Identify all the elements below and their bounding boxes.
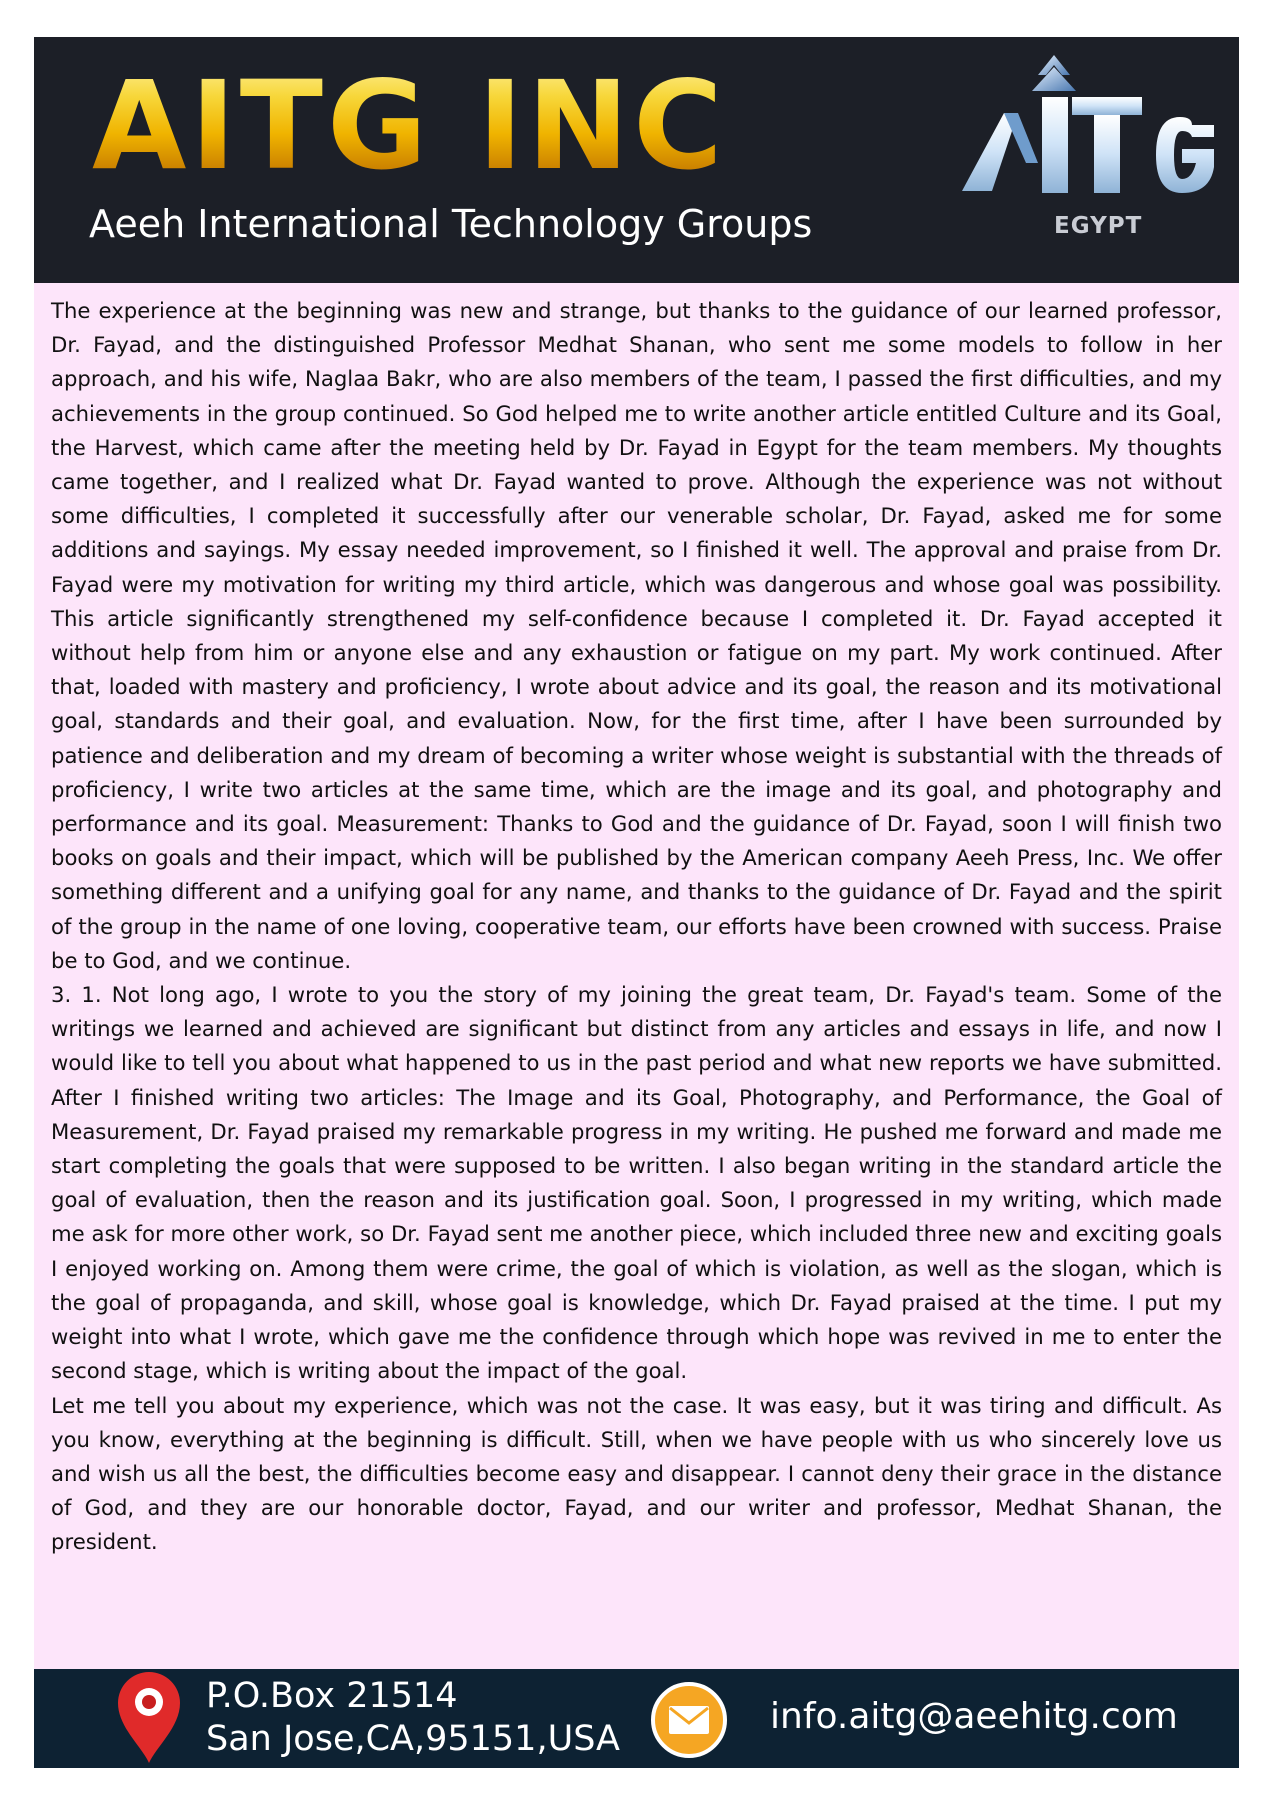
- footer-bar: [34, 1669, 1239, 1768]
- envelope-icon: [649, 1680, 729, 1760]
- paragraph-2: 3. 1. Not long ago, I wrote to you the story of my joining the great team, Dr. Fayad's team. Some of the writings we learned and achieved are significant but distinct from any articles and essays in life, and now I would like to tell you about what happened to us in the past period and what new reports we have submitted. After I finished writing two articles: The Image and its Goal, Photography, and Performance, the Goal of Measurement, Dr. Fayad praised my remarkable progress in my writing. He pushed me forward and made me start completing the goals that were supposed to be written. I also began writing in the standard article the goal of evaluation, then the reason and its justification goal. Soon, I progressed in my writing, which made me ask for more other work, so Dr. Fayad sent me another piece, which included three new and exciting goals I enjoyed working on. Among them were crime, the goal of which is violation, as well as the slogan, which is the goal of propaganda, and skill, whose goal is knowledge, which Dr. Fayad praised at the time. I put my weight into what I wrote, which gave me the confidence through which hope was revived in me to enter the second stage, which is writing about the impact of the goal.: [51, 982, 1222, 1384]
- logo-country-label: EGYPT: [1054, 213, 1143, 239]
- brand-tagline: Aeeh International Technology Groups: [89, 202, 813, 246]
- paragraph-3: Let me tell you about my experience, which was not the case. It was easy, but it was tiring and difficult. As you know, everything at the beginning is difficult. Still, when we have people with us who sincerely love us and wish us all the best, the difficulties become easy and disappear. I cannot deny their grace in the distance of God, and they are our honorable doctor, Fayad, and our writer and professor, Medhat Shanan, the president.: [51, 1392, 1222, 1555]
- article-body: [34, 283, 1239, 1669]
- contact-email[interactable]: info.aitg@aeehitg.com: [770, 1696, 1178, 1737]
- header-banner: [34, 37, 1239, 283]
- page: [34, 37, 1239, 1768]
- paragraph-1: The experience at the beginning was new and strange, but thanks to the guidance of our learned professor, Dr. Fayad, and the distinguished Professor Medhat Shanan, who sent me some models to follow in her approach, and his wife, Naglaa Bakr, who are also members of the team, I passed the first difficulties, and my achievements in the group continued. So God helped me to write another article entitled Culture and its Goal, the Harvest, which came after the meeting held by Dr. Fayad in Egypt for the team members. My thoughts came together, and I realized what Dr. Fayad wanted to prove. Although the experience was not without some difficulties, I completed it successfully after our venerable scholar, Dr. Fayad, asked me for some additions and sayings. My essay needed improvement, so I finished it well. The approval and praise from Dr. Fayad were my motivation for writing my third article, which was dangerous and whose goal was possibility. This article significantly strengthened my self-confidence because I completed it. Dr. Fayad accepted it without help from him or anyone else and any exhaustion or fatigue on my part. My work continued. After that, loaded with mastery and proficiency, I wrote about advice and its goal, the reason and its motivational goal, standards and their goal, and evaluation. Now, for the first time, after I have been surrounded by patience and deliberation and my dream of becoming a writer whose weight is substantial with the threads of proficiency, I write two articles at the same time, which are the image and its goal, and photography and performance and its goal. Measurement: Thanks to God and the guidance of Dr. Fayad, soon I will finish two books on goals and their impact, which will be published by the American company Aeeh Press, Inc. We offer something different and a unifying goal for any name, and thanks to the guidance of Dr. Fayad and the spirit of the group in the name of one loving, cooperative team, our efforts have been crowned with success. Praise be to God, and we continue.: [51, 298, 1222, 973]
- postal-address: [206, 1675, 620, 1761]
- location-pin-icon: [114, 1669, 184, 1765]
- address-line-1: P.O.Box 21514: [206, 1676, 458, 1716]
- brand-title: AITG INC: [92, 51, 727, 201]
- address-line-2: San Jose,CA,95151,USA: [206, 1719, 621, 1759]
- article-text: [51, 294, 1222, 1560]
